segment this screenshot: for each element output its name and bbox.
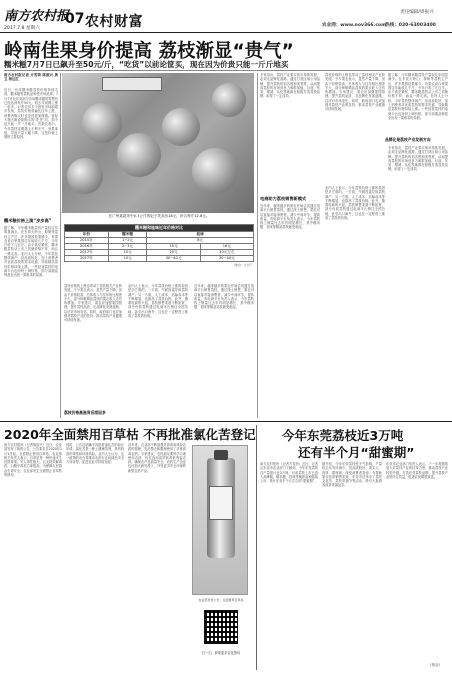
hotline: 热线：020-63003400 xyxy=(385,23,436,28)
section-rule xyxy=(0,421,452,422)
bottom-right-headline-1: 今年东莞荔枝近3万吨 xyxy=(282,428,404,443)
top-story-body-11: 专家指出，荔枝产业要实现可持续发展，必须走品牌化道路。通过打造区域公用品牌，提升荔枝的知名度和美誉度，从而提高荔枝的市场竞争力和附加值。目前，东莞、增城、从化等地都在积极打造荔枝品牌，取得了一定成效。 xyxy=(388,146,448,172)
table-cell: 30元左右 xyxy=(200,250,253,256)
page-title: 农村财富 xyxy=(85,14,143,30)
lychee-photo xyxy=(62,73,254,213)
pesticide-product-image xyxy=(192,445,248,595)
lychee-fruit-2 xyxy=(117,133,161,177)
product-label xyxy=(209,486,233,520)
table-cell: 8元 xyxy=(147,238,254,244)
column-divider-2 xyxy=(257,73,258,418)
photo-caption: 在广州某超市中0.7公斤的妃子笑卖出18元，折合每斤12.8元。 xyxy=(108,214,210,218)
newspaper-logo: 南方农村报 xyxy=(4,9,70,24)
editor-line: 责任编辑/周振兴 xyxy=(400,10,434,15)
top-story-body-7: 近年来，越来越多的果农开始尝试通过电商平台销售荔枝。通过线上销售，果农可以直接对接消费者，减少中间环节，提高收益。有电商平台负责人表示，今年荔枝线上销量比去年有明显增长，其中糯米糍、桂味等精品荔枝最受欢迎。 xyxy=(260,204,320,230)
product-photo-caption: 农业部发布公告，全面禁用百草枯 xyxy=(198,598,244,602)
website: 农业网：www.nov366.com xyxy=(322,23,386,28)
top-story-body-1: 近日，东莞糯米糍荔枝价格持续走高，糯米糍等荔枝品种受市场追捧，7月7日在东莞部分市场糯米糍的零售价已经达到每斤50元，较去年同期上涨一倍多。记者走访多个批发市场和超市发现，荔枝价格普遍比往年上涨，消费者购买时也变得更加谨慎。曾经大箱大箱论筐购买的“吃货”们，如今也只能一斤一斤地买。有果农表示，今年荔枝花期遇上不利天气，坐果率低，导致产量大幅下降，这是价格上涨的主要原因。 xyxy=(4,88,58,140)
top-story-body-4: 业内人士表示，今年荔枝价格上涨的原因是多方面的。一方面，气候因素导致荔枝减产；另一方面，人工成本、运输成本等不断增加，也推高了荔枝价格。此外，随着电商的兴起，荔枝销售渠道不断拓宽，部分优质荔枝通过电商平台销往全国各地，甚至出口海外，这也在一定程度上推高了荔枝的价格。 xyxy=(128,284,188,319)
top-story-body-8: 荔枝价格的上涨也带动了荔枝相关产业的发展。不少果农表示，虽然产量下降，但由于价格较高，总体收入与往年相比相差不大，部分种植精品荔枝的果农收入还有所增加。专家建议，果农应加强果园管理，提升荔枝品质，走品牌化发展道路，以应对市场变化。同时，政府部门也应加强对荔枝产业的扶持，推动荔枝产业健康可持续发展。 xyxy=(325,73,385,112)
bottom-left-body-3: 近年来，农业部不断加强对高毒高风险农药的管理，先后禁止和限制使用了多种高毒农药。专家建议，农民朋友要科学合理使用农药，优先选用高效低毒低残留农药，确保农产品质量安全。农药生产企业也应加大研发投入，开发更多安全环保的新型农药产品。 xyxy=(128,443,186,473)
table-cell: 10元 xyxy=(147,244,200,250)
bottom-left-body-1: 南方农村报讯（记者陈振兴）近日，农业部发布了新的公告，公告要求自2020年1月1日起，全面禁止使用百草枯。农业部相关负责人表示，百草枯是一种快速灭生性除草剂，对人毒性极大，且无特效解毒药，口服中毒死亡率极高。为保障人民群众生命安全，农业部决定全面禁止百草枯的使用。 xyxy=(4,443,62,478)
subhead-price-rise: 糯米糍价格上演“步步高” xyxy=(4,218,52,223)
bottom-right-body-1: 南方农村报讯（记者方雪茵）近日，记者从东莞市农业部门了解到，今年东莞荔枝总产量预计近3万吨，目前荔枝上市已进入高峰期，糯米糍、桂味等晚熟品种陆续上市，预计还有半个月左右的“甜蜜期”。 xyxy=(260,462,318,484)
column-divider-1 xyxy=(60,73,61,418)
bottom-right-body-3: 东莞市农业部门负责人表示，下一步将继续加大对荔枝产业的扶持力度，推动荔枝产业转型升级，打造东莞荔枝品牌，提升荔枝产业的综合效益，促进农民增收致富。 xyxy=(386,462,448,479)
headline-rule xyxy=(4,70,448,71)
masthead-rule xyxy=(0,32,452,33)
table-cell: 2016年 xyxy=(65,244,109,250)
price-table-title: 糯米糍和桂味近年价格对比 xyxy=(65,225,254,232)
top-story-body-10: 据了解，今年糯米糍荔枝产量较往年明显减少。在东莞大岭山、厚街等荔枝主产区，许多果园挂果稀少，有果农说自家果园往年能收几千斤，今年只收了几百斤。由于供应紧张，糯米糍荔枝从上市之初就价格不菲，而且一路走高。业内人士分析，今年荔枝整体减产，但品质较好，加上消费者对优质荔枝的需求旺盛，导致精品荔枝价格持续上涨。一些经营荔枝的电商平台也纷纷上调价格，部分高端品种甚至出现一果难求的局面。 xyxy=(388,73,448,120)
page-number: 07 xyxy=(65,11,85,27)
qr-code[interactable] xyxy=(204,610,238,644)
lychee-fruit-4 xyxy=(192,148,238,194)
subhead-brand: 品牌化是荔枝产业发展方向 xyxy=(385,137,431,142)
price-table-header-guiwei: 桂味 xyxy=(147,232,254,238)
table-cell: 2017年 xyxy=(65,256,109,262)
subhead-ecommerce: 电商助力荔枝销售新模式 xyxy=(260,196,307,201)
qr-caption: 扫一扫，获取更多农化资讯 xyxy=(201,651,241,655)
table-cell: 1~2元 xyxy=(108,238,147,244)
subhead-causes: 荔枝价格高涨背后原因多 xyxy=(64,410,106,415)
product-cap xyxy=(214,450,228,460)
table-cell: 10元 xyxy=(108,250,147,256)
top-headline: 岭南佳果身价提高 荔枝渐显“贵气” xyxy=(4,41,294,62)
lychee-fruit-3 xyxy=(162,108,200,146)
byline: 南方农村报记者 方雪茵 陈振兴 黄玉 杨达红 xyxy=(4,73,58,82)
top-story-body-2: 据了解，今年糯米糍荔枝产量较往年明显减少。在东莞大岭山、厚街等荔枝主产区，许多果园挂果稀少，有果农说自家果园往年能收几千斤，今年只收了几百斤。由于供应紧张，糯米糍荔枝从上市之初就价格不菲，而且一路走高。业内人士分析，今年荔枝整体减产，但品质较好，加上消费者对优质荔枝的需求旺盛，导致精品荔枝价格持续上涨。一些经营荔枝的电商平台也纷纷上调价格，部分高端品种甚至出现一果难求的局面。 xyxy=(4,226,58,278)
table-cell: 2015年 xyxy=(65,238,109,244)
price-table-header-year: 年份 xyxy=(65,232,109,238)
price-table xyxy=(64,224,254,267)
table-cell: 30~40元 xyxy=(200,256,253,262)
table-cell: 16元 xyxy=(200,244,253,250)
top-story-body-3: 荔枝价格的上涨也带动了荔枝相关产业的发展。不少果农表示，虽然产量下降，但由于价格较高，总体收入与往年相比相差不大，部分种植精品荔枝的果农收入还有所增加。专家建议，果农应加强果园管理，提升荔枝品质，走品牌化发展道路，以应对市场变化。同时，政府部门也应加强对荔枝产业的扶持，推动荔枝产业健康可持续发展。 xyxy=(64,284,122,323)
column-divider-3 xyxy=(256,425,257,670)
issue-date: 2017.7.8 星期六 xyxy=(4,26,40,31)
end-note: （综合） xyxy=(428,663,443,667)
top-story-body-9: 业内人士表示，今年荔枝价格上涨的原因是多方面的。一方面，气候因素导致荔枝减产；另一方面，人工成本、运输成本等不断增加，也推高了荔枝价格。此外，随着电商的兴起，荔枝销售渠道不断拓宽，部分优质荔枝通过电商平台销往全国各地，甚至出口海外，这也在一定程度上推高了荔枝的价格。 xyxy=(325,186,385,221)
table-cell: 2~3元 xyxy=(108,244,147,250)
bottom-left-body-2: 同时，公告还明确不再批准氯化苦的登记申请。氯化苦是一种土壤熏蒸剂，具有较高的毒性和环境风险。业内人士认为，这一政策的出台将推动农药行业向绿色安全方向转型，促进农业可持续发展。 xyxy=(66,443,124,465)
top-subheadline: 糯米糍7月7日已飙升至50元/斤，“吃货”以前论筐买，现在因为价贵只能一斤斤地买 xyxy=(4,60,289,69)
top-story-body-5: 近年来，越来越多的果农开始尝试通过电商平台销售荔枝。通过线上销售，果农可以直接对接消费者，减少中间环节，提高收益。有电商平台负责人表示，今年荔枝线上销量比去年有明显增长，其中糯米糍、桂味等精品荔枝最受欢迎。 xyxy=(194,284,254,310)
price-table-unit: （单位：元/斤） xyxy=(231,263,254,267)
table-cell: 30~40元 xyxy=(147,256,200,262)
price-table-header-nuomici: 糯米糍 xyxy=(108,232,147,238)
price-sign xyxy=(102,77,162,91)
bottom-right-headline-2: 还有半个月“甜蜜期” xyxy=(298,445,415,460)
top-story-body-6: 专家指出，荔枝产业要实现可持续发展，必须走品牌化道路。通过打造区域公用品牌，提升荔枝的知名度和美誉度，从而提高荔枝的市场竞争力和附加值。目前，东莞、增城、从化等地都在积极打造荔枝品牌，取得了一定成效。 xyxy=(260,73,320,99)
table-cell: 10元 xyxy=(108,256,147,262)
lychee-fruit-5 xyxy=(67,158,103,194)
table-cell: 2017年 xyxy=(65,250,109,256)
lychee-fruit-6 xyxy=(212,83,246,117)
bottom-left-headline: 2020年全面禁用百草枯 不再批准氯化苦登记 xyxy=(4,427,256,442)
bottom-right-body-2: 据介绍，今年东莞荔枝受天气影响，产量较去年有所减少，但品质较好，果实大、肉厚、甜度高，深受消费者喜爱。为帮助果农拓宽销售渠道，东莞市还举办了荔枝文化节、荔枝采摘节等活动，吸引大批游客前来采摘品尝。 xyxy=(322,462,382,488)
lychee-fruit-1 xyxy=(82,103,122,143)
masthead xyxy=(0,0,452,36)
table-cell: 20元 xyxy=(147,250,200,256)
